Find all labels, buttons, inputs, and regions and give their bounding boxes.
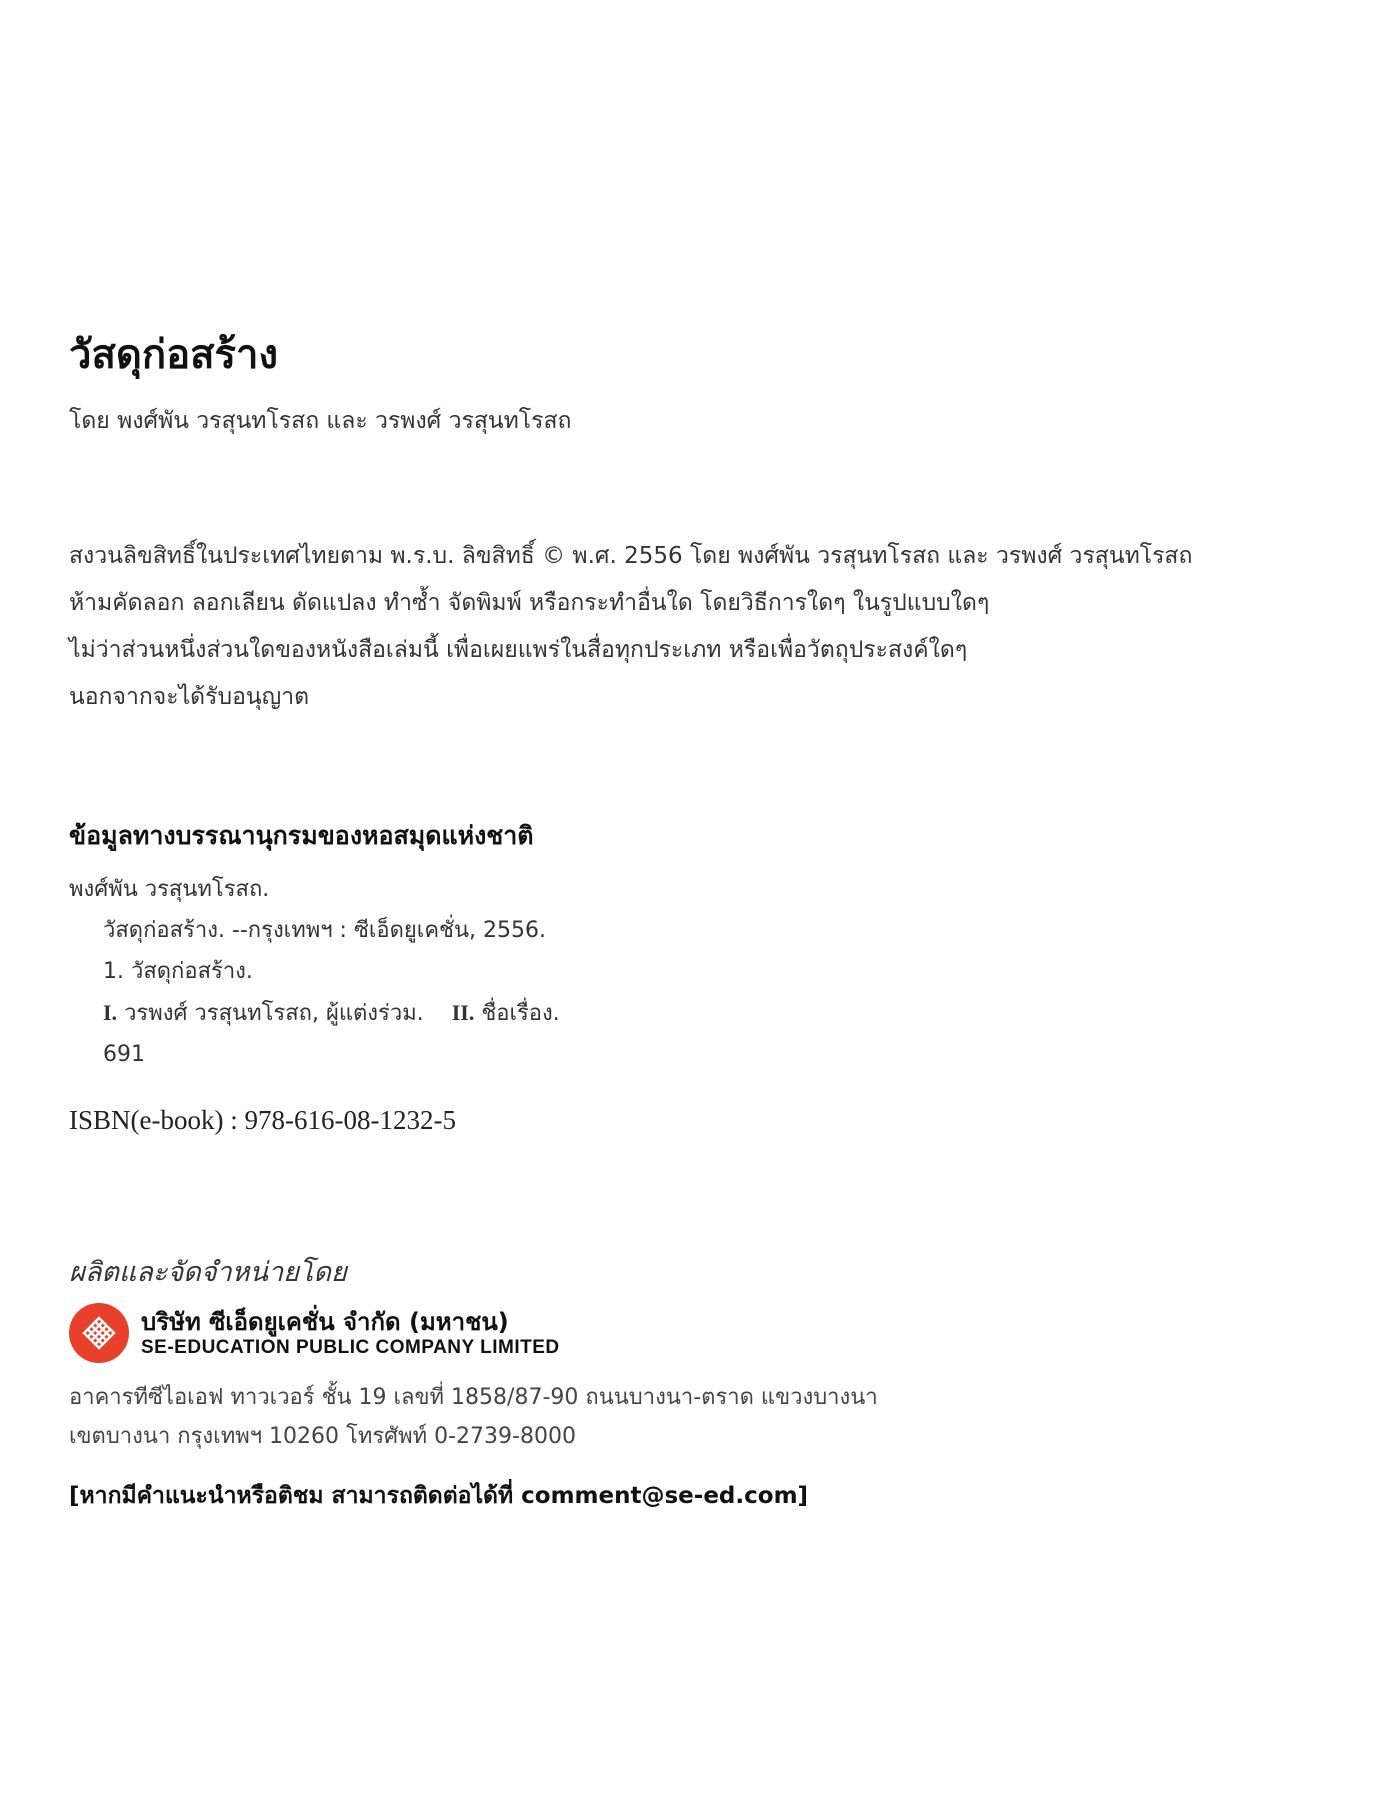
address-line: อาคารทีซีไอเอฟ ทาวเวอร์ ชั้น 19 เลขที่ 1858/87-90 ถนนบางนา-ตราด แขวงบางนา	[69, 1385, 878, 1410]
publisher-name-english: SE-EDUCATION PUBLIC COMPANY LIMITED	[141, 1337, 560, 1358]
cip-author: พงศ์พัน วรสุนทโรสถ.	[69, 877, 270, 902]
isbn: ISBN(e-book) : 978-616-08-1232-5	[69, 1105, 456, 1135]
cip-added-entries	[69, 992, 560, 1034]
address-line: เขตบางนา กรุงเทพฯ 10260 โทรศัพท์ 0-2739-8000	[69, 1424, 576, 1449]
cip-subject: 1. วัสดุก่อสร้าง.	[103, 959, 253, 984]
book-byline: โดย พงศ์พัน วรสุนทโรสถ และ วรพงศ์ วรสุนทโรสถ	[69, 408, 572, 434]
publisher-address	[69, 1378, 878, 1456]
cip-added-entry: ชื่อเรื่อง.	[481, 1001, 560, 1026]
cip-heading: ข้อมูลทางบรรณานุกรมของหอสมุดแห่งชาติ	[69, 821, 534, 850]
cip-record	[69, 869, 560, 1075]
cip-roman-numeral: I.	[103, 1000, 118, 1025]
publisher-block	[69, 1303, 560, 1363]
se-ed-knot-icon	[80, 1314, 118, 1352]
copyright-line: สงวนลิขสิทธิ์ในประเทศไทยตาม พ.ร.บ. ลิขสิทธิ์ © พ.ศ. 2556 โดย พงศ์พัน วรสุนทโรสถ และ วรพงศ์ วรสุนทโรสถ	[69, 543, 1193, 569]
publisher-logo	[69, 1303, 129, 1363]
copyright-line: นอกจากจะได้รับอนุญาต	[69, 684, 310, 710]
cip-imprint: วัสดุก่อสร้าง. --กรุงเทพฯ : ซีเอ็ดยูเคชั่น, 2556.	[103, 918, 546, 943]
book-title: วัสดุก่อสร้าง	[69, 331, 278, 378]
copyright-line: ห้ามคัดลอก ลอกเลียน ดัดแปลง ทำซ้ำ จัดพิมพ์ หรือกระทำอื่นใด โดยวิธีการใดๆ ในรูปแบบใดๆ	[69, 590, 990, 616]
produced-by-label: ผลิตและจัดจำหน่ายโดย	[69, 1257, 347, 1288]
copyright-line: ไม่ว่าส่วนหนึ่งส่วนใดของหนังสือเล่มนี้ เพื่อเผยแพร่ในสื่อทุกประเภท หรือเพื่อวัตถุประสงค์ใดๆ	[69, 637, 968, 663]
cip-added-entry: วรพงศ์ วรสุนทโรสถ, ผู้แต่งร่วม.	[124, 1001, 424, 1026]
cip-roman-numeral: II.	[451, 1000, 475, 1025]
copyright-notice	[69, 533, 1192, 721]
publisher-name-thai: บริษัท ซีเอ็ดยูเคชั่น จำกัด (มหาชน)	[141, 1308, 509, 1336]
contact-note: [หากมีคำแนะนำหรือติชม สามารถติดต่อได้ที่ comment@se-ed.com]	[69, 1483, 809, 1509]
cip-class-number: 691	[103, 1042, 145, 1067]
